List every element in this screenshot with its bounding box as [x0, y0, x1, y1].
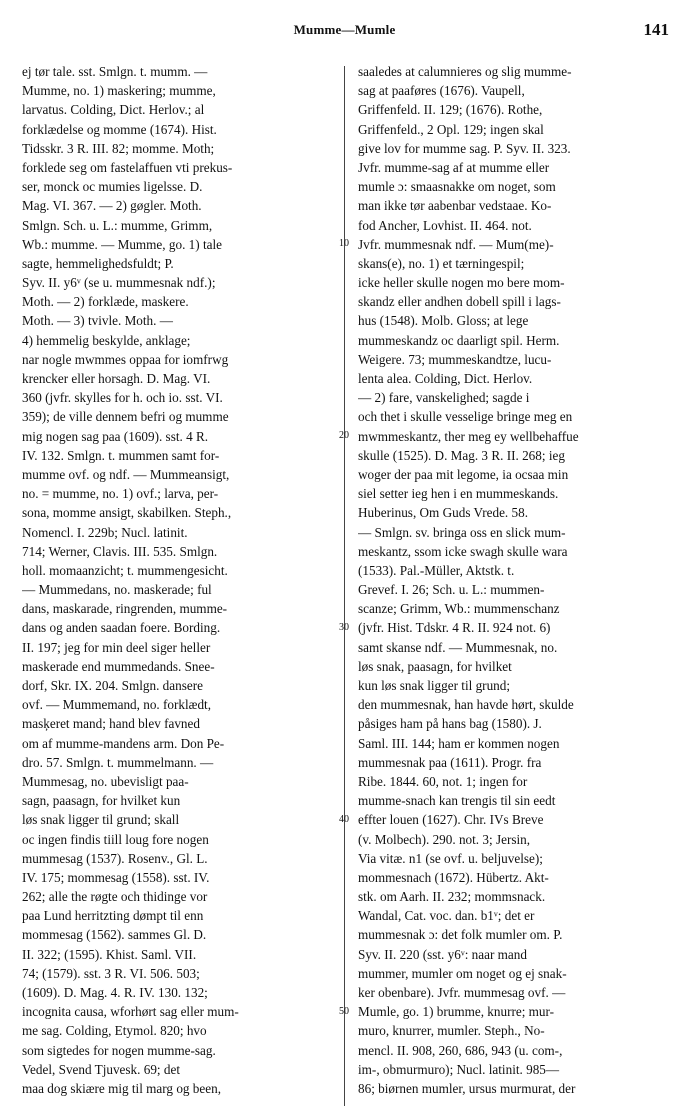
text-line: Nomencl. I. 229b; Nucl. latinit.	[22, 524, 188, 540]
text-line: Vedel, Svend Tjuvesk. 69; det	[22, 1061, 180, 1077]
text-line: Jvfr. mummesnak ndf. — Mum(me)-	[358, 236, 554, 252]
text-line: mencl. II. 908, 260, 686, 943 (u. com-,	[358, 1042, 563, 1058]
text-line: Wb.: mumme. — Mumme, go. 1) tale	[22, 236, 222, 252]
text-line: Jvfr. mumme-sag af at mumme eller	[358, 159, 550, 175]
text-line: samt skanse ndf. — Mummesnak, no.	[358, 639, 558, 655]
text-line: ej tør tale. sst. Smlgn. t. mumm. —	[22, 64, 208, 79]
text-line: mummesag (1537). Rosenv., Gl. L.	[22, 850, 208, 866]
text-line: kun løs snak ligger til grund;	[358, 678, 511, 693]
text-line: den mummesnak, han havde hørt, skulde	[358, 697, 574, 713]
header-title: Mumme—Mumle	[293, 22, 396, 37]
line-number-10: 10	[339, 238, 349, 249]
line-number-40: 40	[339, 814, 349, 825]
text-line: give lov for mumme sag. P. Syv. II. 323.	[358, 140, 571, 156]
page-number: 141	[643, 20, 669, 39]
text-line: som sigtedes for nogen mumme-sag.	[22, 1042, 216, 1058]
text-line: om af mumme-mandens arm. Don Pe-	[22, 735, 225, 751]
text-line: 262; alle the røgte och thidinge vor	[22, 889, 208, 905]
text-line: skulle (1525). D. Mag. 3 R. II. 268; ieg	[358, 447, 565, 463]
text-line: forklædelse og momme (1674). Hist.	[22, 121, 217, 137]
text-line: mommesag (1562). sammes Gl. D.	[22, 927, 207, 943]
text-line: masķeret mand; hand blev favned	[22, 716, 200, 732]
text-line: påsiges ham på hans bag (1580). J.	[358, 716, 542, 732]
text-line: man ikke tør aabenbar vedstaae. Ko-	[358, 198, 552, 214]
text-line: dans, maskarade, ringrenden, mumme-	[22, 601, 228, 617]
text-line: me sag. Colding, Etymol. 820; hvo	[22, 1023, 207, 1039]
text-line: dorf, Skr. IX. 204. Smlgn. dansere	[22, 678, 203, 693]
text-line: scanze; Grimm, Wb.: mummenschanz	[358, 601, 560, 617]
text-line: Syv. II. y6ᵛ (se u. mummesnak ndf.);	[22, 275, 216, 291]
text-line: mwmmeskantz, ther meg ey wellbehaffue	[358, 428, 579, 444]
text-line: lenta alea. Colding, Dict. Herlov.	[358, 371, 533, 386]
text-line: mummeskandz oc daarligt spil. Herm.	[358, 332, 560, 348]
line-number-50: 50	[339, 1006, 349, 1017]
text-line: Mag. VI. 367. — 2) gøgler. Moth.	[22, 198, 202, 214]
text-line: holl. momaanzicht; t. mummengesicht.	[22, 562, 228, 578]
text-line: maskerade end mummedands. Snee-	[22, 658, 215, 674]
text-line: 360 (jvfr. skylles for h. och io. sst. VI.	[22, 390, 223, 406]
text-line: mummesnak ɔ: det folk mumler om. P.	[358, 927, 563, 943]
text-line: løs snak, paasagn, for hvilket	[358, 658, 512, 674]
text-line: ovf. — Mummemand, no. forklædt,	[22, 697, 212, 713]
text-line: skans(e), no. 1) et tærningespil;	[358, 255, 525, 271]
text-line: muro, knurrer, mumler. Steph., No-	[358, 1023, 545, 1039]
text-line: Griffenfeld., 2 Opl. 129; ingen skal	[358, 121, 544, 137]
text-line: fod Ancher, Lovhist. II. 464. not.	[358, 217, 532, 233]
text-line: Mummesag, no. ubevisligt paa-	[22, 773, 189, 789]
text-line: sag at paaføres (1676). Vaupell,	[358, 83, 525, 99]
text-line: Huberinus, Om Guds Vrede. 58.	[358, 505, 529, 521]
text-line: mumme ovf. og ndf. — Mummeansigt,	[22, 466, 230, 482]
text-line: mumle ɔ: smaasnakke om noget, som	[358, 179, 556, 195]
text-line: — Mummedans, no. maskerade; ful	[22, 582, 212, 598]
text-line: nar nogle mwmmes oppaa for iomfrwg	[22, 351, 229, 367]
text-line: løs snak ligger til grund; skall	[22, 812, 180, 828]
text-line: (v. Molbech). 290. not. 3; Jersin,	[358, 831, 531, 847]
left-column	[22, 62, 336, 1112]
text-line: IV. 175; mommesag (1558). sst. IV.	[22, 869, 210, 885]
text-line: — Smlgn. sv. bringa oss en slick mum-	[358, 524, 566, 540]
text-line: 86; biørnen mumler, ursus murmurat, der	[358, 1080, 576, 1096]
text-line: sagte, hemmelighedsfuldt; P.	[22, 255, 174, 271]
text-line: saaledes at calumnieres og slig mumme-	[358, 64, 572, 79]
text-line: stk. om Aarh. II. 232; mommsnack.	[358, 889, 546, 905]
text-line: Mumme, no. 1) maskering; mumme,	[22, 83, 216, 99]
text-line: — 2) fare, vanskelighed; sagde i	[358, 390, 530, 406]
text-line: hus (1548). Molb. Gloss; at lege	[358, 313, 529, 329]
text-line: dans og anden saadan foere. Bording.	[22, 620, 221, 636]
text-line: ker obenbare). Jvfr. mummesag ovf. —	[358, 985, 566, 1000]
text-line: icke heller skulle nogen mo bere mom-	[358, 275, 565, 291]
text-line: Wandal, Cat. voc. dan. b1ᵛ; det er	[358, 908, 535, 924]
right-column	[358, 62, 672, 1112]
text-line: IV. 132. Smlgn. t. mummen samt for-	[22, 447, 220, 463]
text-line: Mumle, go. 1) brumme, knurre; mur-	[358, 1004, 555, 1020]
text-line: krencker eller horsagh. D. Mag. VI.	[22, 371, 211, 386]
text-line: mummesnak paa (1611). Progr. fra	[358, 754, 542, 770]
text-line: 714; Werner, Clavis. III. 535. Smlgn.	[22, 543, 218, 559]
text-line: Tidsskr. 3 R. III. 82; momme. Moth;	[22, 140, 215, 156]
text-line: larvatus. Colding, Dict. Herlov.; al	[22, 102, 205, 118]
text-line: oc ingen findis tiill loug fore nogen	[22, 831, 209, 847]
text-line: och thet i skulle vesselige bringe meg en	[358, 409, 573, 425]
text-line: no. = mumme, no. 1) ovf.; larva, per-	[22, 486, 219, 502]
text-line: Weigere. 73; mummeskandtze, lucu-	[358, 351, 552, 367]
text-line: ser, monck oc mumies ligelsse. D.	[22, 179, 203, 195]
text-line: sona, momme ansigt, skabilken. Steph.,	[22, 505, 232, 521]
line-number-30: 30	[339, 622, 349, 633]
text-line: (jvfr. Hist. Tdskr. 4 R. II. 924 not. 6)	[358, 620, 551, 636]
text-line: woger der paa mit legome, ia ocsaa min	[358, 466, 569, 482]
text-line: incognita causa, wforhørt sag eller mum-	[22, 1004, 239, 1020]
text-line: Smlgn. Sch. u. L.: mumme, Grimm,	[22, 217, 213, 233]
text-line: mommesnach (1672). Hübertz. Akt-	[358, 869, 549, 885]
text-line: II. 197; jeg for min deel siger heller	[22, 639, 211, 655]
text-line: (1533). Pal.-Müller, Aktstk. t.	[358, 562, 515, 578]
running-header	[0, 20, 689, 44]
text-line: Syv. II. 220 (sst. y6ᵛ: naar mand	[358, 946, 527, 962]
text-line: forklede seg om fastelaffuen vti prekus-	[22, 159, 233, 175]
text-line: meskantz, ssom icke swagh skulle wara	[358, 543, 568, 559]
text-line: mummer, mumler om noget og ej snak-	[358, 965, 567, 981]
text-line: dro. 57. Smlgn. t. mummelmann. —	[22, 754, 214, 770]
text-line: mumme-snach kan trengis til sin eedt	[358, 793, 556, 809]
column-divider	[344, 66, 345, 1106]
text-line: skandz eller andhen dobell spill i lags-	[358, 294, 561, 310]
text-line: Grevef. I. 26; Sch. u. L.: mummen-	[358, 582, 545, 598]
text-line: Griffenfeld. II. 129; (1676). Rothe,	[358, 102, 543, 118]
text-line: (1609). D. Mag. 4. R. IV. 130. 132;	[22, 985, 208, 1000]
text-line: 4) hemmelig beskylde, anklage;	[22, 332, 191, 348]
text-line: sagn, paasagn, for hvilket kun	[22, 793, 181, 809]
text-line: Ribe. 1844. 60, not. 1; ingen for	[358, 773, 528, 789]
text-line: im-, obmurmuro); Nucl. latinit. 985—	[358, 1061, 560, 1077]
text-line: maa dog skiære mig til marg og been,	[22, 1080, 221, 1096]
text-line: II. 322; (1595). Khist. Saml. VII.	[22, 946, 197, 962]
text-line: siel setter ieg hen i en mummeskands.	[358, 486, 559, 502]
text-line: Via vitæ. n1 (se ovf. u. beljuvelse);	[358, 850, 543, 866]
text-line: 74; (1579). sst. 3 R. VI. 506. 503;	[22, 965, 200, 981]
text-line: paa Lund herritzting dømpt til enn	[22, 908, 204, 924]
text-line: effter louen (1627). Chr. IVs Breve	[358, 812, 544, 828]
text-line: Saml. III. 144; ham er kommen nogen	[358, 735, 560, 751]
text-line: Moth. — 3) tvivle. Moth. —	[22, 313, 173, 329]
line-number-20: 20	[339, 430, 349, 441]
text-line: mig nogen sag paa (1609). sst. 4 R.	[22, 428, 209, 444]
text-line: Moth. — 2) forklæde, maskere.	[22, 294, 189, 310]
text-line: 359); de ville dennem befri og mumme	[22, 409, 229, 425]
